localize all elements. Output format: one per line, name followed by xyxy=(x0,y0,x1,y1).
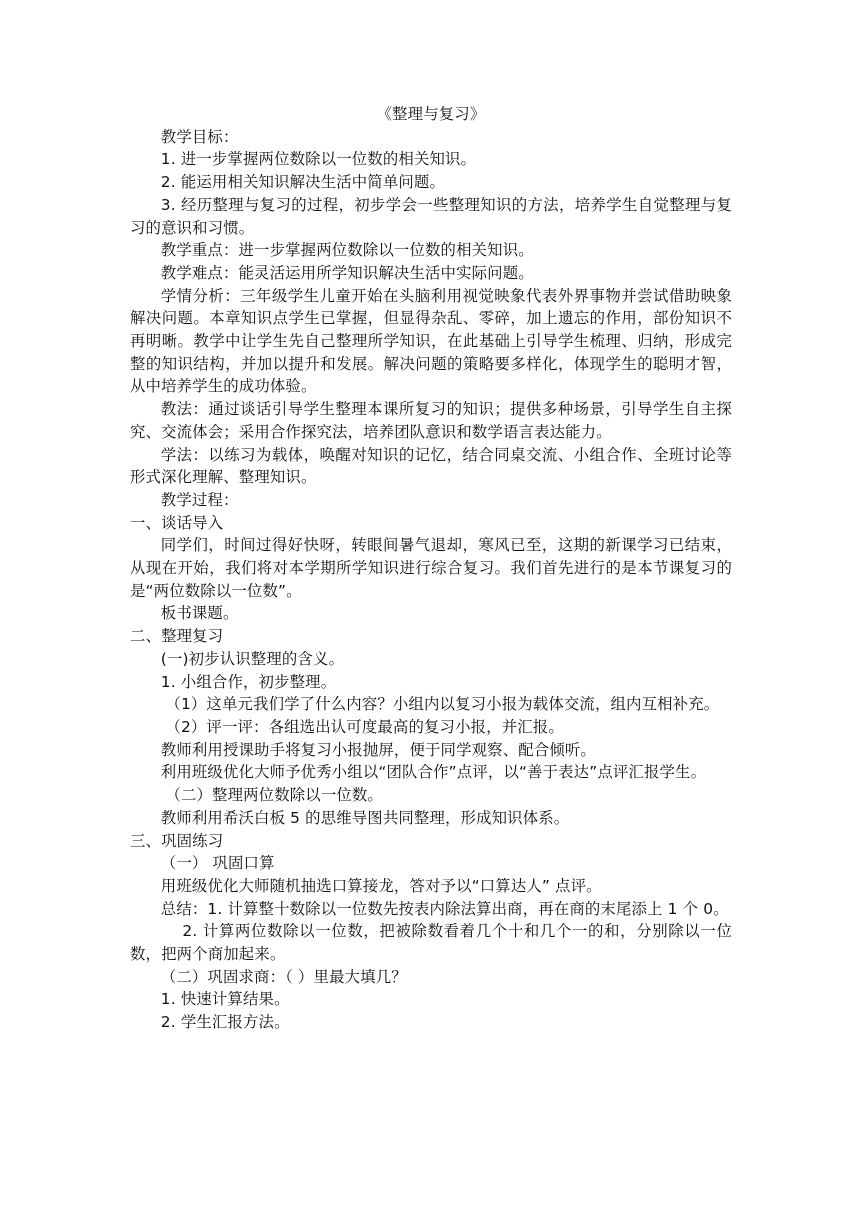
subheading-2-2: （二）整理两位数除以一位数。 xyxy=(165,786,383,805)
summary-item-1: 总结：1. 计算整十数除以一位数先按表内除法算出商，再在商的末尾添上 1 个 0。 xyxy=(160,899,729,918)
document-title: 《整理与复习》 xyxy=(376,105,486,123)
objective-item-3: 3. 经历整理与复习的过程，初步学会一些整理知识的方法，培养学生自觉整理与复习的意识和习惯。 xyxy=(130,195,732,237)
teacher-note-1: 教师利用授课助手将复习小报抛屏，便于同学观察、配合倾听。 xyxy=(160,740,596,759)
step-2-1-1-b: （2）评一评：各组选出认可度最高的复习小报，并汇报。 xyxy=(165,717,564,736)
heading-part-1: 一、谈话导入 xyxy=(130,513,224,532)
summary-item-2: 2. 计算两位数除以一位数，把被除数看着几个十和几个一的和，分别除以一位数，把两个商加起来。 xyxy=(130,922,732,964)
teacher-note-3: 教师利用希沃白板 5 的思维导图共同整理，形成知识体系。 xyxy=(160,808,570,827)
subheading-2-1: (一)初步认识整理的含义。 xyxy=(160,649,345,668)
teacher-note-2: 利用班级优化大师予优秀小组以“团队合作”点评，以“善于表达”点评汇报学生。 xyxy=(160,763,707,782)
teaching-difficulty: 教学难点：能灵活运用所学知识解决生活中实际问题。 xyxy=(160,263,534,282)
heading-part-3: 三、巩固练习 xyxy=(130,831,224,850)
document-page xyxy=(130,103,732,1034)
step-3-2-2: 2. 学生汇报方法。 xyxy=(160,1013,290,1032)
practice-note: 用班级优化大师随机抽选口算接龙，答对予以“口算达人” 点评。 xyxy=(160,876,602,895)
objective-item-2: 2. 能运用相关知识解决生活中简单问题。 xyxy=(160,173,446,192)
teaching-focus: 教学重点：进一步掌握两位数除以一位数的相关知识。 xyxy=(160,241,534,260)
step-2-1-1: 1. 小组合作，初步整理。 xyxy=(160,672,337,691)
section-label-process: 教学过程： xyxy=(160,490,239,509)
teaching-method: 教法：通过谈话引导学生整理本课所复习的知识；提供多种场景，引导学生自主探究、交流体会；采用合作探究法，培养团队意识和数学语言表达能力。 xyxy=(130,400,732,441)
objective-item-1: 1. 进一步掌握两位数除以一位数的相关知识。 xyxy=(160,150,477,169)
learning-method: 学法：以练习为载体，唤醒对知识的记忆，结合同桌交流、小组合作、全班讨论等形式深化理解、整理知识。 xyxy=(130,445,732,487)
heading-part-2: 二、整理复习 xyxy=(130,627,224,646)
learner-analysis: 学情分析：三年级学生儿童开始在头脑利用视觉映象代表外界事物并尝试借助映象解决问题。本章知识点学生已掌握，但显得杂乱、零碎，加上遗忘的作用，部份知识不再明晰。教学中让学生先自己整理所学知识，在此基础上引导学生梳理、归纳，形成完整的知识结构，并加以提升和发展。解决问题的策略要多样化，体现学生的聪明才智，从中培养学生的成功体验。 xyxy=(130,286,732,396)
step-3-2-1: 1. 快速计算结果。 xyxy=(160,990,290,1009)
subheading-3-1: （一） 巩固口算 xyxy=(160,854,275,873)
intro-paragraph: 同学们，时间过得好快呀，转眼间暑气退却，寒风已至，这期的新课学习已结束，从现在开始，我们将对本学期所学知识进行综合复习。我们首先进行的是本节课复习的是“两位数除以一位数”。 xyxy=(130,536,732,600)
board-title-note: 板书课题。 xyxy=(160,604,239,623)
step-2-1-1-a: （1）这单元我们学了什么内容？小组内以复习小报为载体交流，组内互相补充。 xyxy=(165,695,720,714)
section-label-objectives: 教学目标： xyxy=(160,127,239,146)
subheading-3-2: （二）巩固求商：（ ）里最大填几？ xyxy=(160,967,407,986)
